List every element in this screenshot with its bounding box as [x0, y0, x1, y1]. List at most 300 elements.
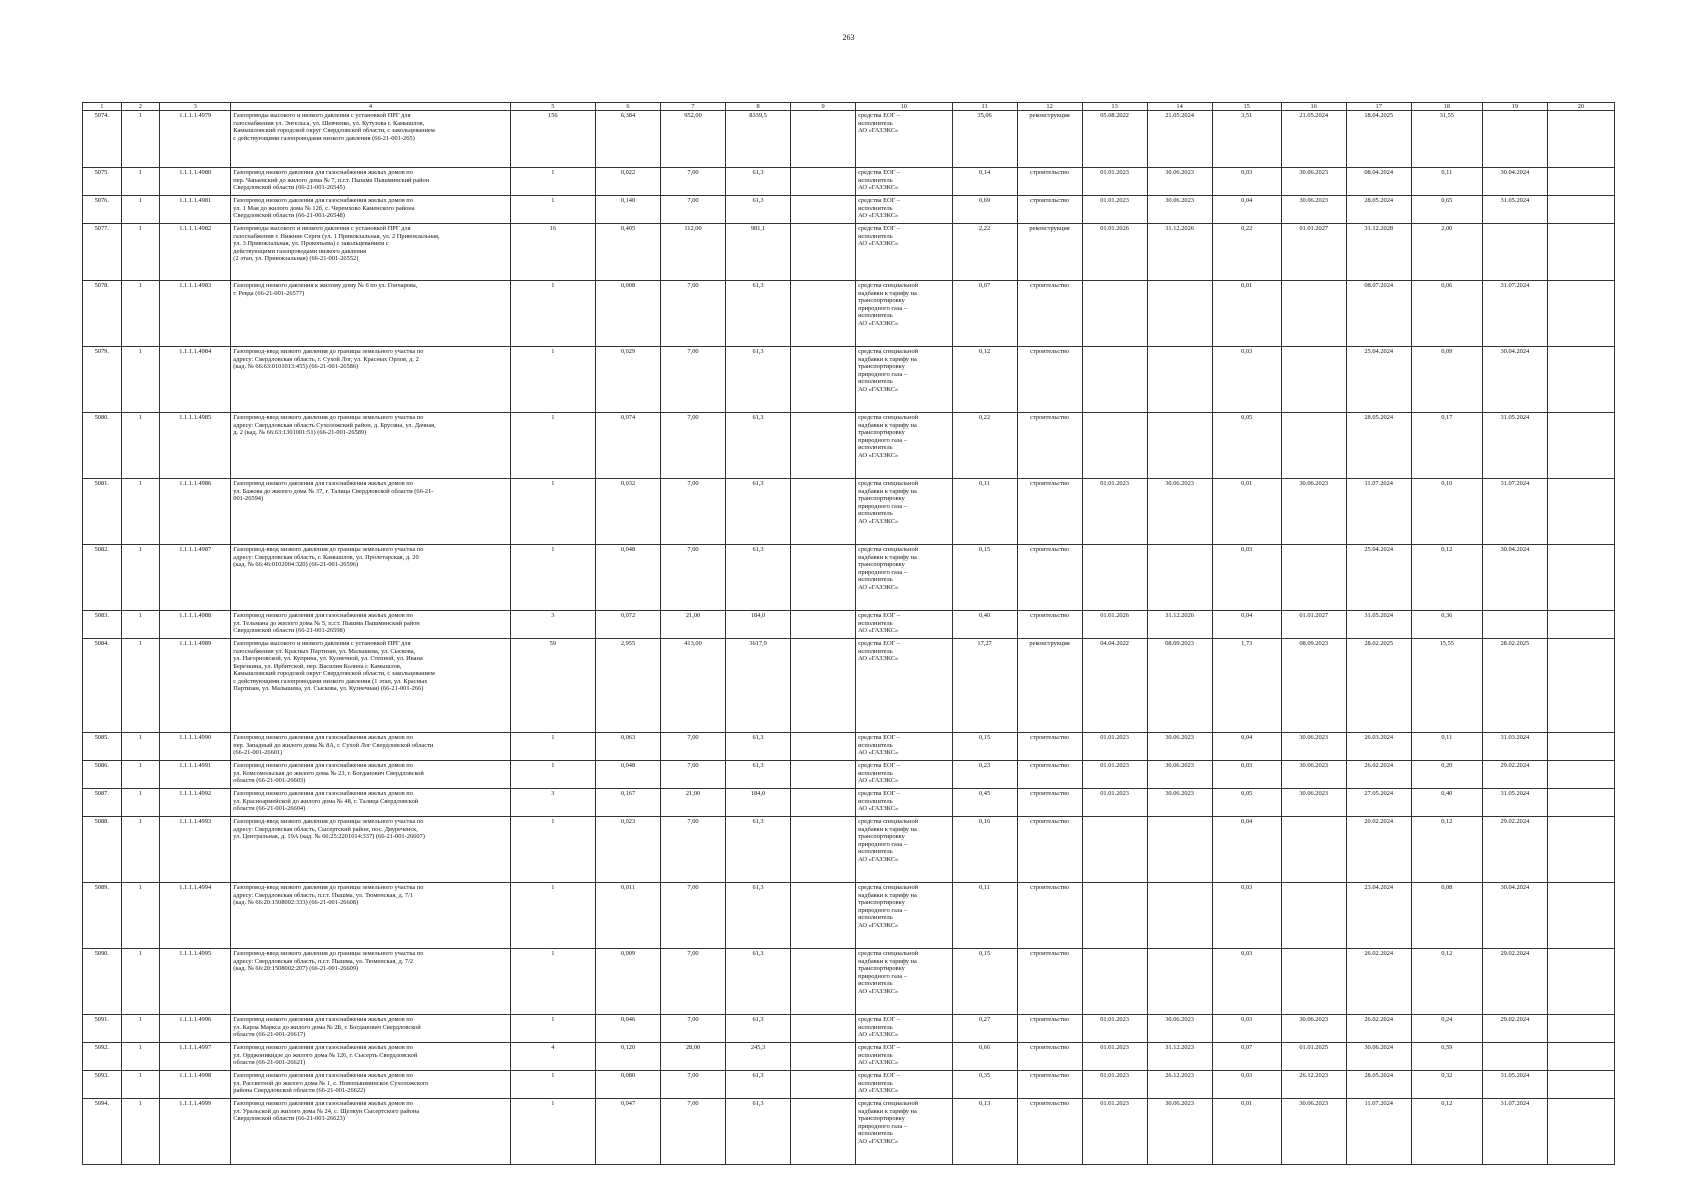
table-cell: реконструкция: [1017, 111, 1082, 168]
table-cell: 29.02.2024: [1482, 761, 1547, 789]
table-cell: 05.08.2022: [1082, 111, 1147, 168]
column-header: 18: [1411, 103, 1482, 111]
table-cell: 61,3: [726, 413, 791, 479]
table-cell: 0,07: [1212, 1043, 1281, 1071]
table-cell: 0,27: [952, 1015, 1017, 1043]
table-cell: 01.01.2023: [1082, 1071, 1147, 1099]
table-cell: 0,04: [1212, 733, 1281, 761]
table-cell: 0,047: [596, 1099, 661, 1165]
table-cell: 0,03: [1212, 883, 1281, 949]
table-cell: 0,06: [1411, 281, 1482, 347]
table-cell: средства специальной надбавки к тарифу на транспортировку природного газа – исполнитель АО «ГАЗЭКС»: [856, 883, 953, 949]
table-cell: 1: [510, 1015, 595, 1043]
table-cell: [1482, 1043, 1547, 1071]
table-cell: 0,20: [1411, 761, 1482, 789]
table-row: [83, 883, 1615, 949]
table-cell: 30.04.2024: [1482, 347, 1547, 413]
table-row: [83, 639, 1615, 733]
table-cell: 0,029: [596, 347, 661, 413]
table-cell: 1: [510, 1099, 595, 1165]
table-cell: 1: [510, 545, 595, 611]
table-cell: средства ЕОГ – исполнитель АО «ГАЗЭКС»: [856, 1071, 953, 1099]
column-header: 5: [510, 103, 595, 111]
table-cell: 31.07.2024: [1482, 1099, 1547, 1165]
table-cell: 0,04: [1212, 196, 1281, 224]
table-cell: 0,24: [1411, 1015, 1482, 1043]
table-cell: средства специальной надбавки к тарифу на транспортировку природного газа – исполнитель АО «ГАЗЭКС»: [856, 281, 953, 347]
table-row: [83, 817, 1615, 883]
table-cell: 28.05.2024: [1346, 413, 1411, 479]
table-cell: [1547, 196, 1614, 224]
table-cell: 61,3: [726, 347, 791, 413]
table-cell: [1482, 111, 1547, 168]
table-cell: 61,3: [726, 733, 791, 761]
table-cell: 15,55: [1411, 639, 1482, 733]
table-cell: средства специальной надбавки к тарифу на транспортировку природного газа – исполнитель АО «ГАЗЭКС»: [856, 347, 953, 413]
table-cell: 0,01: [1212, 479, 1281, 545]
table-cell: 61,3: [726, 1015, 791, 1043]
table-cell: 5083.: [83, 611, 122, 639]
table-cell: Газопроводы высокого и низкого давления с установкой ПРГ для газоснабжения ул. Красных Партизан, ул. Малышева, ул. Сыскова, ул. Нагорновской, ул. Куприна, ул. Кузнечной, ул. Степной, ул. Ивана Березкина, ул. Ирбитской, пер. Василия Колина г. Камышлов, Камышловский городской округ Свердловской области, с закольцеванием с действующими газопроводами низкого давления (1 этап, ул. Красных Партизан, ул. Малышева, ул. Сыскова, ул. Кузнечная) (66-21-001-266): [231, 639, 510, 733]
table-cell: 1.1.1.1.4996: [160, 1015, 231, 1043]
table-cell: 31,55: [1411, 111, 1482, 168]
table-cell: 30.04.2024: [1482, 168, 1547, 196]
table-cell: 0,12: [1411, 817, 1482, 883]
table-row: [83, 1043, 1615, 1071]
table-cell: 5087.: [83, 789, 122, 817]
table-cell: [791, 789, 856, 817]
table-cell: строительство: [1017, 761, 1082, 789]
table-cell: 61,3: [726, 168, 791, 196]
table-cell: 0,40: [1411, 789, 1482, 817]
table-cell: 1: [121, 479, 160, 545]
column-header: 19: [1482, 103, 1547, 111]
table-cell: 5085.: [83, 733, 122, 761]
table-cell: 0,69: [952, 196, 1017, 224]
table-cell: 61,3: [726, 281, 791, 347]
registry-table: [82, 102, 1615, 1165]
table-cell: 1: [121, 545, 160, 611]
column-header: 8: [726, 103, 791, 111]
table-cell: 0,12: [1411, 949, 1482, 1015]
table-cell: 5086.: [83, 761, 122, 789]
table-cell: 08.09.2023: [1147, 639, 1212, 733]
table-cell: [1547, 611, 1614, 639]
table-cell: [1547, 281, 1614, 347]
table-cell: [1147, 817, 1212, 883]
table-cell: 0,12: [1411, 1099, 1482, 1165]
table-cell: строительство: [1017, 281, 1082, 347]
table-cell: [1281, 949, 1346, 1015]
table-cell: [1547, 413, 1614, 479]
table-cell: 30.04.2024: [1482, 545, 1547, 611]
table-cell: 5075.: [83, 168, 122, 196]
table-cell: 5074.: [83, 111, 122, 168]
table-cell: 1: [121, 413, 160, 479]
table-cell: 1.1.1.1.4995: [160, 949, 231, 1015]
table-cell: 1: [121, 224, 160, 281]
table-cell: 0,04: [1212, 817, 1281, 883]
table-cell: 0,22: [1212, 224, 1281, 281]
table-cell: 1.1.1.1.4989: [160, 639, 231, 733]
table-cell: 26.02.2024: [1346, 949, 1411, 1015]
table-cell: [791, 479, 856, 545]
table-cell: 28.05.2024: [1346, 196, 1411, 224]
table-cell: строительство: [1017, 168, 1082, 196]
table-row: [83, 479, 1615, 545]
table-cell: строительство: [1017, 1043, 1082, 1071]
table-cell: 30.06.2023: [1281, 1099, 1346, 1165]
table-cell: 1: [121, 1015, 160, 1043]
table-cell: 0,07: [952, 281, 1017, 347]
table-cell: Газопровод низкого давления для газоснабжения жилых домов по ул. Рассветной до жилого дома № 1, с. Новопышминское Сухоложского района Свердловской области (66-21-001-26622): [231, 1071, 510, 1099]
table-cell: 17,27: [952, 639, 1017, 733]
table-cell: 7,00: [661, 168, 726, 196]
table-cell: средства ЕОГ – исполнитель АО «ГАЗЭКС»: [856, 224, 953, 281]
table-cell: 1: [121, 817, 160, 883]
table-cell: 0,15: [952, 733, 1017, 761]
table-cell: 1: [510, 196, 595, 224]
table-cell: средства специальной надбавки к тарифу на транспортировку природного газа – исполнитель АО «ГАЗЭКС»: [856, 817, 953, 883]
table-row: [83, 196, 1615, 224]
table-row: [83, 733, 1615, 761]
table-cell: [791, 545, 856, 611]
table-cell: 0,04: [1212, 611, 1281, 639]
table-row: [83, 545, 1615, 611]
table-cell: [1547, 111, 1614, 168]
table-cell: 5076.: [83, 196, 122, 224]
table-cell: 0,032: [596, 479, 661, 545]
table-cell: 21.05.2024: [1147, 111, 1212, 168]
table-cell: 0,32: [1411, 1071, 1482, 1099]
table-cell: 31.07.2024: [1482, 281, 1547, 347]
table-cell: 5082.: [83, 545, 122, 611]
table-cell: 61,3: [726, 1071, 791, 1099]
table-cell: 5089.: [83, 883, 122, 949]
table-cell: 26.02.2024: [1346, 761, 1411, 789]
table-cell: 21,00: [661, 611, 726, 639]
table-cell: средства специальной надбавки к тарифу на транспортировку природного газа – исполнитель АО «ГАЗЭКС»: [856, 479, 953, 545]
table-cell: [1281, 281, 1346, 347]
table-cell: 59: [510, 639, 595, 733]
table-cell: 1: [121, 883, 160, 949]
table-cell: 0,11: [952, 479, 1017, 545]
table-cell: Газопровод низкого давления для газоснабжения жилых домов по ул. Красноармейской до жилого дома № 48, г. Талица Свердловской области (66-21-001-26604): [231, 789, 510, 817]
table-cell: 31.12.2028: [1346, 224, 1411, 281]
table-cell: 0,08: [1411, 883, 1482, 949]
table-cell: 0,023: [596, 817, 661, 883]
table-cell: строительство: [1017, 1015, 1082, 1043]
table-cell: строительство: [1017, 817, 1082, 883]
table-cell: 7,00: [661, 347, 726, 413]
table-cell: [1547, 479, 1614, 545]
table-cell: 7,00: [661, 883, 726, 949]
table-cell: 23.04.2024: [1346, 883, 1411, 949]
table-cell: 1: [510, 479, 595, 545]
table-cell: Газопроводы высокого и низкого давления с установкой ПРГ для газоснабжения ул. Энгельса, ул. Шевченко, ул. Кутузова г. Камышлов, Камышловский городской округ Свердловской области, с закольцеванием с действующими газопроводами низкого давления (66-21-001-265): [231, 111, 510, 168]
table-cell: 30.06.2023: [1147, 168, 1212, 196]
table-row: [83, 347, 1615, 413]
table-cell: 112,00: [661, 224, 726, 281]
table-row: [83, 949, 1615, 1015]
table-cell: 0,45: [952, 789, 1017, 817]
table-cell: [1082, 347, 1147, 413]
table-cell: [1547, 883, 1614, 949]
table-cell: 0,65: [1411, 196, 1482, 224]
table-cell: 0,072: [596, 611, 661, 639]
table-cell: [791, 196, 856, 224]
table-cell: 01.01.2023: [1082, 196, 1147, 224]
table-cell: 0,17: [1411, 413, 1482, 479]
table-cell: Газопровод-ввод низкого давления до границы земельного участка по адресу: Свердловская область, г. Сухой Лог, ул. Красных Орлов, д. 2 (кад. № 66:63:0101013:455) (66-21-001-26586): [231, 347, 510, 413]
table-cell: [791, 949, 856, 1015]
table-cell: 0,140: [596, 196, 661, 224]
table-cell: средства ЕОГ – исполнитель АО «ГАЗЭКС»: [856, 733, 953, 761]
table-cell: 29.02.2024: [1482, 817, 1547, 883]
table-cell: средства специальной надбавки к тарифу на транспортировку природного газа – исполнитель АО «ГАЗЭКС»: [856, 1099, 953, 1165]
table-cell: строительство: [1017, 545, 1082, 611]
table-cell: строительство: [1017, 413, 1082, 479]
table-cell: 08.09.2023: [1281, 639, 1346, 733]
table-cell: 7,00: [661, 949, 726, 1015]
table-cell: [1547, 1099, 1614, 1165]
table-row: [83, 789, 1615, 817]
table-cell: 1,73: [1212, 639, 1281, 733]
table-cell: средства ЕОГ – исполнитель АО «ГАЗЭКС»: [856, 639, 953, 733]
column-header: 20: [1547, 103, 1614, 111]
header-row: [83, 103, 1615, 111]
table-cell: [1547, 949, 1614, 1015]
table-cell: [1547, 761, 1614, 789]
table-cell: 31.05.2024: [1346, 611, 1411, 639]
table-cell: 0,03: [1212, 761, 1281, 789]
table-cell: Газопровод-ввод низкого давления до границы земельного участка по адресу: Свердловская область, Сысертский район, пос. Двуреченск, ул. Центральная, д. 19А (кад. № 66:25:2201014:337) (66-21-001-26607): [231, 817, 510, 883]
table-cell: 1: [121, 1071, 160, 1099]
table-cell: [1547, 1071, 1614, 1099]
table-cell: строительство: [1017, 949, 1082, 1015]
table-cell: [791, 611, 856, 639]
table-cell: 8339,5: [726, 111, 791, 168]
table-cell: Газопровод низкого давления для газоснабжения жилых домов по пер. Западный до жилого дома № 8А, г. Сухой Лог Свердловской области (66-21-001-26601): [231, 733, 510, 761]
table-cell: 18.04.2025: [1346, 111, 1411, 168]
table-cell: 2,955: [596, 639, 661, 733]
table-cell: средства специальной надбавки к тарифу на транспортировку природного газа – исполнитель АО «ГАЗЭКС»: [856, 413, 953, 479]
table-cell: 184,0: [726, 789, 791, 817]
table-cell: 1.1.1.1.4991: [160, 761, 231, 789]
table-cell: 26.03.2024: [1346, 733, 1411, 761]
table-cell: 31.12.2026: [1147, 224, 1212, 281]
table-cell: [1547, 1015, 1614, 1043]
table-cell: 5090.: [83, 949, 122, 1015]
table-cell: 1: [121, 168, 160, 196]
table-cell: [791, 413, 856, 479]
table-cell: строительство: [1017, 196, 1082, 224]
table-cell: 0,11: [1411, 168, 1482, 196]
table-cell: 31.07.2024: [1482, 479, 1547, 545]
table-cell: 1.1.1.1.4979: [160, 111, 231, 168]
column-header: 15: [1212, 103, 1281, 111]
table-cell: средства ЕОГ – исполнитель АО «ГАЗЭКС»: [856, 196, 953, 224]
table-cell: 0,008: [596, 281, 661, 347]
column-header: 16: [1281, 103, 1346, 111]
table-cell: 30.06.2023: [1147, 479, 1212, 545]
table-cell: 1: [510, 883, 595, 949]
table-row: [83, 281, 1615, 347]
table-cell: 3: [510, 789, 595, 817]
table-cell: 28,00: [661, 1043, 726, 1071]
table-cell: [791, 1015, 856, 1043]
table-cell: 7,00: [661, 1099, 726, 1165]
table-cell: 0,15: [952, 949, 1017, 1015]
table-cell: 1.1.1.1.4985: [160, 413, 231, 479]
table-cell: 0,048: [596, 545, 661, 611]
table-cell: 0,23: [952, 761, 1017, 789]
column-header: 4: [231, 103, 510, 111]
table-cell: [1547, 639, 1614, 733]
table-cell: 0,05: [1212, 789, 1281, 817]
table-cell: 20.02.2024: [1346, 817, 1411, 883]
table-cell: 30.06.2023: [1281, 733, 1346, 761]
table-cell: реконструкция: [1017, 224, 1082, 281]
table-cell: 245,3: [726, 1043, 791, 1071]
table-cell: 01.01.2027: [1281, 611, 1346, 639]
table-cell: [1547, 347, 1614, 413]
table-cell: 1.1.1.1.4982: [160, 224, 231, 281]
table-cell: 1: [510, 413, 595, 479]
table-cell: [1281, 347, 1346, 413]
column-header: 14: [1147, 103, 1212, 111]
table-cell: [1547, 817, 1614, 883]
table-cell: 0,03: [1212, 347, 1281, 413]
table-cell: [1082, 545, 1147, 611]
table-cell: 0,05: [1212, 413, 1281, 479]
table-cell: средства специальной надбавки к тарифу на транспортировку природного газа – исполнитель АО «ГАЗЭКС»: [856, 949, 953, 1015]
table-cell: 26.02.2024: [1346, 1015, 1411, 1043]
table-cell: Газопроводы высокого и низкого давления с установкой ПРГ для газоснабжения г. Нижние Серги (ул. 1 Привокзальная, ул. 2 Привокзальная, ул. 3 Привокзальная, ул. Прокопьева) с закольцеванием с действующими газопроводами низкого давления (2 этап, ул. Привокзальная) (66-21-001-26552): [231, 224, 510, 281]
table-cell: [1547, 733, 1614, 761]
column-header: 11: [952, 103, 1017, 111]
table-cell: 0,14: [952, 168, 1017, 196]
table-cell: 31.05.2024: [1482, 1071, 1547, 1099]
table-cell: строительство: [1017, 1071, 1082, 1099]
table-cell: 01.01.2023: [1082, 789, 1147, 817]
table-cell: 0,09: [1411, 347, 1482, 413]
table-cell: средства ЕОГ – исполнитель АО «ГАЗЭКС»: [856, 1015, 953, 1043]
table-cell: Газопровод-ввод низкого давления до границы земельного участка по адресу: Свердловская область, п.г.т. Пышма, ул. Тюменская, д. 7/2 (кад. № 66:20:1508002:207) (66-21-001-26609): [231, 949, 510, 1015]
table-cell: 7,00: [661, 761, 726, 789]
table-cell: 01.01.2023: [1082, 1015, 1147, 1043]
table-cell: [791, 761, 856, 789]
column-header: 3: [160, 103, 231, 111]
table-cell: средства специальной надбавки к тарифу на транспортировку природного газа – исполнитель АО «ГАЗЭКС»: [856, 545, 953, 611]
column-header: 1: [83, 103, 122, 111]
table-cell: реконструкция: [1017, 639, 1082, 733]
table-cell: [791, 1071, 856, 1099]
table-cell: 30.06.2023: [1147, 733, 1212, 761]
table-cell: 0,36: [1411, 611, 1482, 639]
table-cell: Газопровод-ввод низкого давления до границы земельного участка по адресу: Свердловская область, п.г.т. Пышма, ул. Тюменская, д. 7/1 (кад. № 66:20:1508002:333) (66-21-001-26608): [231, 883, 510, 949]
table-cell: 21,00: [661, 789, 726, 817]
table-cell: 1: [510, 733, 595, 761]
table-cell: 5079.: [83, 347, 122, 413]
table-cell: 28.05.2024: [1346, 1071, 1411, 1099]
table-cell: Газопровод низкого давления для газоснабжения жилых домов по ул. Бажова до жилого дома № 37, г. Талица Свердловской области (66-21- 001-26594): [231, 479, 510, 545]
table-cell: 11.07.2024: [1346, 479, 1411, 545]
table-cell: 61,3: [726, 883, 791, 949]
table-cell: средства ЕОГ – исполнитель АО «ГАЗЭКС»: [856, 789, 953, 817]
table-cell: 5078.: [83, 281, 122, 347]
table-cell: 5077.: [83, 224, 122, 281]
table-cell: 01.01.2023: [1082, 733, 1147, 761]
table-cell: [1147, 281, 1212, 347]
table-cell: 0,074: [596, 413, 661, 479]
table-cell: 31.12.2026: [1147, 611, 1212, 639]
table-cell: 0,11: [1411, 733, 1482, 761]
column-header: 10: [856, 103, 953, 111]
table-cell: 28.02.2025: [1482, 639, 1547, 733]
table-cell: 01.01.2026: [1082, 611, 1147, 639]
table-cell: [791, 1099, 856, 1165]
table-cell: 0,01: [1212, 281, 1281, 347]
table-cell: 0,15: [952, 545, 1017, 611]
column-header: 7: [661, 103, 726, 111]
table-cell: Газопровод низкого давления для газоснабжения жилых домов по ул. Тельмана до жилого дома № 5, п.г.т. Пышма Пышминский район Свердловской области (66-21-001-26598): [231, 611, 510, 639]
table-cell: 1.1.1.1.4998: [160, 1071, 231, 1099]
table-cell: [791, 733, 856, 761]
table-cell: 04.04.2022: [1082, 639, 1147, 733]
table-cell: 01.01.2027: [1281, 224, 1346, 281]
table-cell: 5084.: [83, 639, 122, 733]
table-cell: 0,13: [952, 1099, 1017, 1165]
column-header: 2: [121, 103, 160, 111]
table-cell: [1082, 413, 1147, 479]
table-cell: 1.1.1.1.4983: [160, 281, 231, 347]
table-cell: Газопровод низкого давления для газоснабжения жилых домов по ул. 1 Мая до жилого дома № 12б, с. Черемхово Каменского района Свердловской области (66-21-001-26548): [231, 196, 510, 224]
table-cell: 3: [510, 611, 595, 639]
table-cell: 5091.: [83, 1015, 122, 1043]
table-cell: 1: [121, 761, 160, 789]
table-cell: 0,022: [596, 168, 661, 196]
table-cell: 61,3: [726, 545, 791, 611]
table-cell: 30.06.2023: [1147, 1099, 1212, 1165]
table-cell: 1: [510, 949, 595, 1015]
table-cell: 1.1.1.1.4987: [160, 545, 231, 611]
table-cell: 0,01: [1212, 1099, 1281, 1165]
table-cell: 30.06.2023: [1147, 1015, 1212, 1043]
table-cell: Газопровод низкого давления для газоснабжения жилых домов по ул. Карла Маркса до жилого дома № 2Б, г. Богданович Свердловской области (66-21-001-26617): [231, 1015, 510, 1043]
table-cell: [1281, 883, 1346, 949]
table-cell: 7,00: [661, 817, 726, 883]
table-cell: 25.04.2024: [1346, 545, 1411, 611]
table-cell: 61,3: [726, 479, 791, 545]
table-cell: 156: [510, 111, 595, 168]
table-cell: Газопровод низкого давления для газоснабжения жилых домов по ул. Комсомольская до жилого дома № 23, г. Богданович Свердловской области (66-21-001-26603): [231, 761, 510, 789]
table-cell: 5094.: [83, 1099, 122, 1165]
table-cell: 1.1.1.1.4990: [160, 733, 231, 761]
table-cell: 31.12.2023: [1147, 1043, 1212, 1071]
table-cell: [791, 639, 856, 733]
table-cell: [1281, 817, 1346, 883]
table-cell: 26.12.2023: [1281, 1071, 1346, 1099]
table-cell: 30.06.2023: [1281, 479, 1346, 545]
table-cell: 2,00: [1411, 224, 1482, 281]
table-cell: 21.05.2024: [1281, 111, 1346, 168]
table-cell: [791, 281, 856, 347]
table-cell: [1281, 545, 1346, 611]
table-cell: 7,00: [661, 1015, 726, 1043]
table-cell: 7,00: [661, 413, 726, 479]
table-cell: 0,405: [596, 224, 661, 281]
